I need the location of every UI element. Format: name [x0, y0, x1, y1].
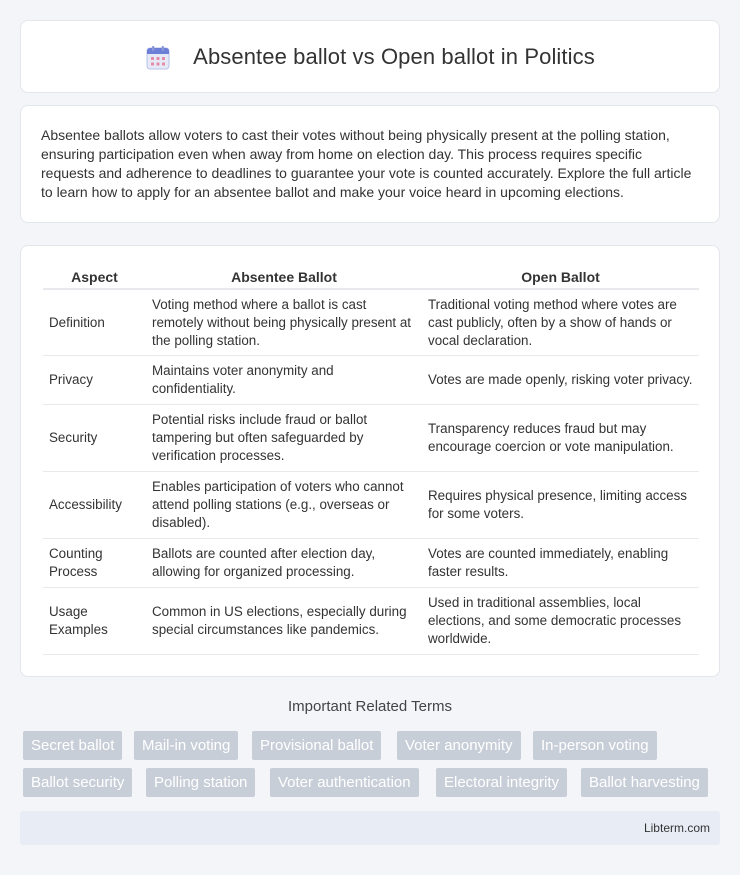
intro-card: [20, 105, 720, 223]
row-aspect: Usage Examples: [43, 588, 146, 655]
row-aspect: Counting Process: [43, 539, 146, 588]
row-open: Traditional voting method where votes are cast publicly, often by a show of hands or vocal declaration.: [422, 290, 699, 356]
related-terms-title: Important Related Terms: [288, 698, 452, 715]
row-aspect: Security: [43, 405, 146, 472]
table-row: [43, 290, 699, 356]
row-open: Transparency reduces fraud but may encourage coercion or vote manipulation.: [422, 405, 699, 472]
table-row: [43, 588, 699, 655]
row-aspect: Definition: [43, 290, 146, 356]
tag-polling-station[interactable]: Polling station: [146, 768, 255, 797]
tag-electoral-integrity[interactable]: Electoral integrity: [436, 768, 567, 797]
row-open: Used in traditional assemblies, local elections, and some democratic processes worldwide.: [422, 588, 699, 655]
row-open: Requires physical presence, limiting access for some voters.: [422, 472, 699, 539]
header-open: Open Ballot: [422, 266, 699, 290]
comparison-card: [20, 245, 720, 677]
intro-text: Absentee ballots allow voters to cast their votes without being physically present at the polling station, ensuring participation even when away from home on election day. This process requires specific requests and adherence to deadlines to guarantee your vote is counted accurately. Explore the full article to learn how to apply for an absentee ballot and make your voice heard in upcoming elections.: [41, 127, 692, 200]
page-title: Absentee ballot vs Open ballot in Politics: [193, 43, 595, 69]
row-absentee: Maintains voter anonymity and confidentiality.: [146, 356, 422, 405]
row-open: Votes are made openly, risking voter privacy.: [422, 356, 699, 405]
footer-site-link[interactable]: Libterm.com: [643, 821, 710, 835]
tag-mail-in-voting[interactable]: Mail-in voting: [134, 731, 238, 760]
tag-ballot-security[interactable]: Ballot security: [23, 768, 132, 797]
header-card: [20, 20, 720, 93]
row-absentee: Voting method where a ballot is cast remotely without being physically present at the polling station.: [146, 290, 422, 356]
tag-provisional-ballot[interactable]: Provisional ballot: [252, 731, 381, 760]
header-aspect: Aspect: [43, 266, 146, 290]
table-row: [43, 356, 699, 405]
row-absentee: Common in US elections, especially during special circumstances like pandemics.: [146, 588, 422, 655]
row-absentee: Potential risks include fraud or ballot tampering but often safeguarded by verification processes.: [146, 405, 422, 472]
comparison-table: [43, 266, 699, 655]
footer: [20, 811, 720, 845]
row-absentee: Enables participation of voters who cannot attend polling stations (e.g., overseas or disabled).: [146, 472, 422, 539]
tag-voter-anonymity[interactable]: Voter anonymity: [397, 731, 521, 760]
table-row: [43, 539, 699, 588]
table-row: [43, 405, 699, 472]
tag-in-person-voting[interactable]: In-person voting: [533, 731, 657, 760]
tag-voter-authentication[interactable]: Voter authentication: [270, 768, 419, 797]
table-row: [43, 472, 699, 539]
row-aspect: Privacy: [43, 356, 146, 405]
row-open: Votes are counted immediately, enabling faster results.: [422, 539, 699, 588]
table-header-row: [43, 266, 699, 290]
tag-ballot-harvesting[interactable]: Ballot harvesting: [581, 768, 708, 797]
row-aspect: Accessibility: [43, 472, 146, 539]
header-absentee: Absentee Ballot: [146, 266, 422, 290]
tag-secret-ballot[interactable]: Secret ballot: [23, 731, 122, 760]
row-absentee: Ballots are counted after election day, allowing for organized processing.: [146, 539, 422, 588]
calendar-icon: [145, 45, 171, 71]
